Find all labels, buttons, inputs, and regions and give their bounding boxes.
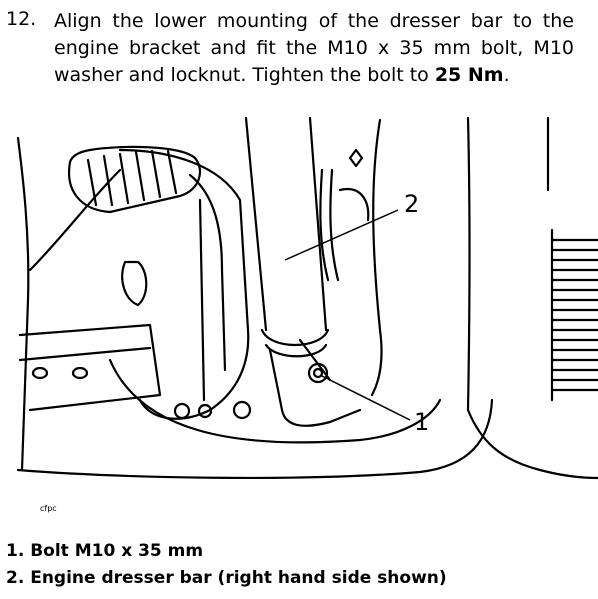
legend-item-1: 1. Bolt M10 x 35 mm (6, 541, 204, 561)
dresser-bar-illustration (0, 110, 598, 530)
callout-leader-2 (285, 210, 398, 260)
figure-code: cfpc (40, 504, 57, 513)
callout-2: 2 (404, 190, 420, 218)
footpeg-bracket (120, 150, 248, 419)
figure-legend (6, 538, 447, 592)
step-number: 12. (6, 8, 37, 30)
footpeg (69, 147, 200, 212)
legend-item-2: 2. Engine dresser bar (right hand side shown) (6, 568, 447, 588)
step-text-body: Align the lower mounting of the dresser bar to the engine bracket and fit the M10 x 35 mm bolt, M10 washer and locknut. Tighten the bolt to (54, 10, 574, 86)
step-text (54, 8, 574, 89)
dresser-bar (246, 118, 266, 330)
engine-cover (468, 118, 470, 410)
callout-1: 1 (414, 408, 430, 436)
step-text-end: . (503, 64, 510, 86)
frame-outline (18, 138, 28, 470)
callout-leader-1 (322, 376, 410, 420)
torque-value: 25 Nm (434, 64, 504, 86)
